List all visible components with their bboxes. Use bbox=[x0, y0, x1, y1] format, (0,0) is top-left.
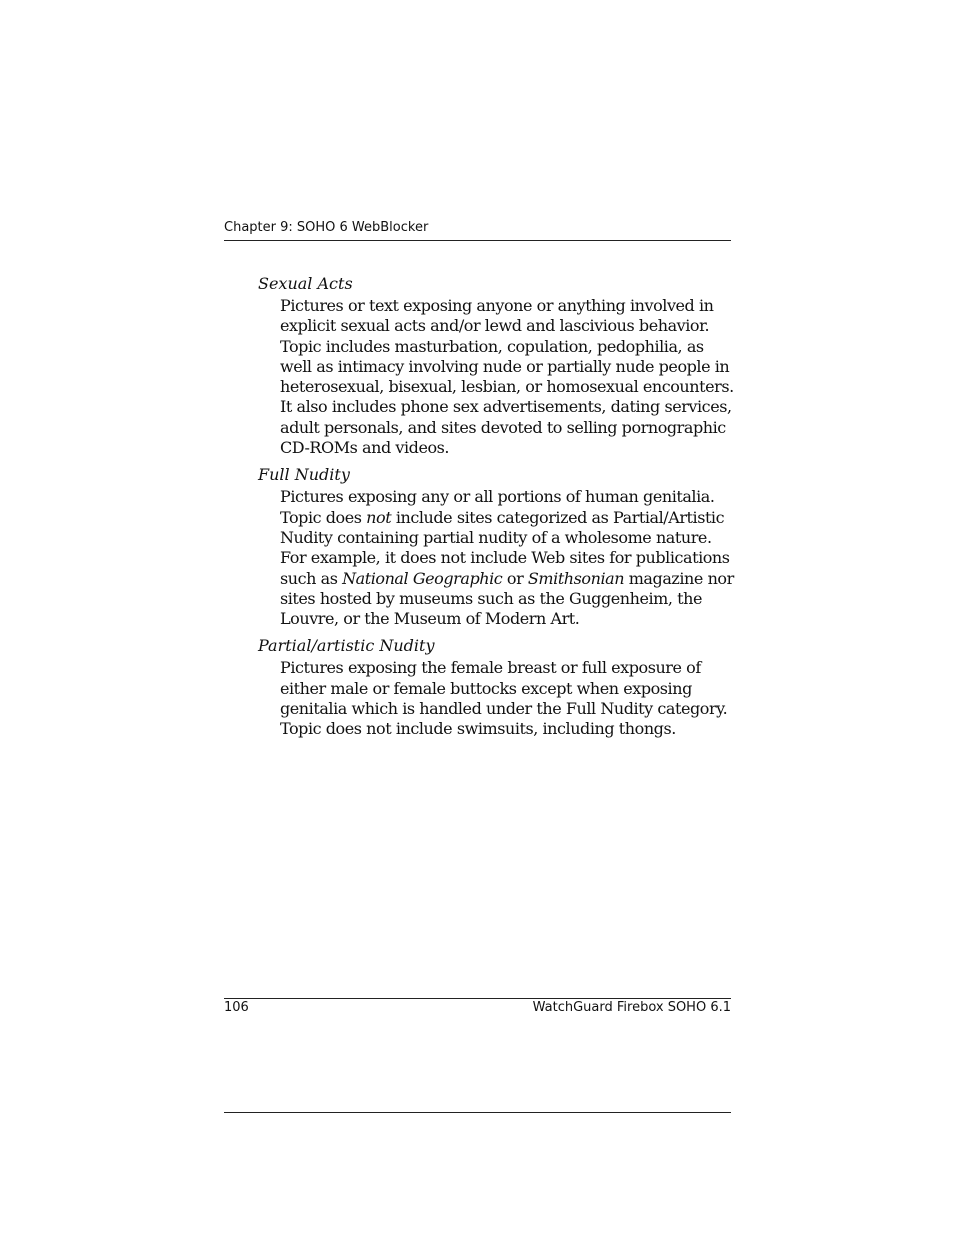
text-line: It also includes phone sex advertisements, dating services, bbox=[280, 397, 732, 417]
text-segment: or bbox=[502, 568, 528, 588]
term-partial-artistic-nudity: Partial/artistic Nudity bbox=[258, 636, 435, 656]
emphasis-not: not bbox=[366, 507, 392, 527]
text-segment: magazine nor bbox=[624, 568, 734, 588]
text-line bbox=[280, 508, 732, 528]
text-line: well as intimacy involving nude or partially nude people in bbox=[280, 356, 730, 376]
text-line: either male or female buttocks except when exposing bbox=[280, 678, 692, 698]
header-rule bbox=[224, 240, 731, 241]
text-line: heterosexual, bisexual, lesbian, or homosexual encounters. bbox=[280, 377, 734, 397]
text-segment: include sites categorized as Partial/Artistic bbox=[391, 507, 725, 527]
text-line: sites hosted by museums such as the Guggenheim, the bbox=[280, 588, 703, 608]
publication-title: National Geographic bbox=[342, 568, 503, 588]
text-line: explicit sexual acts and/or lewd and lascivious behavior. bbox=[280, 316, 710, 336]
page-body bbox=[224, 272, 734, 745]
text-line: Louvre, or the Museum of Modern Art. bbox=[280, 609, 580, 629]
term-full-nudity: Full Nudity bbox=[258, 465, 350, 485]
page-bottom-rule bbox=[224, 1112, 731, 1113]
text-line: Pictures exposing the female breast or full exposure of bbox=[280, 658, 701, 678]
book-title: WatchGuard Firebox SOHO 6.1 bbox=[532, 1000, 731, 1015]
text-line: CD-ROMs and videos. bbox=[280, 438, 450, 458]
text-segment: such as bbox=[280, 568, 343, 588]
text-line: Pictures exposing any or all portions of human genitalia. bbox=[280, 487, 715, 507]
definition-full-nudity bbox=[280, 487, 732, 629]
running-head: Chapter 9: SOHO 6 WebBlocker bbox=[224, 220, 429, 235]
text-line: Topic includes masturbation, copulation, pedophilia, as bbox=[280, 336, 704, 356]
text-line: adult personals, and sites devoted to selling pornographic bbox=[280, 417, 726, 437]
text-segment: Topic does bbox=[280, 507, 367, 527]
text-line: Pictures or text exposing anyone or anything involved in bbox=[280, 296, 714, 315]
text-line: Topic does not include swimsuits, including thongs. bbox=[280, 719, 676, 739]
text-line bbox=[280, 569, 732, 589]
text-line: For example, it does not include Web sites for publications bbox=[280, 548, 730, 568]
text-line: Nudity containing partial nudity of a wholesome nature. bbox=[280, 527, 712, 547]
footer-rule bbox=[224, 998, 731, 999]
page-number: 106 bbox=[224, 1000, 249, 1015]
definition-partial-artistic-nudity bbox=[280, 658, 732, 739]
publication-title: Smithsonian bbox=[527, 568, 625, 588]
text-line: genitalia which is handled under the Full Nudity category. bbox=[280, 699, 728, 719]
term-sexual-acts: Sexual Acts bbox=[258, 274, 353, 293]
definition-sexual-acts bbox=[280, 296, 732, 458]
